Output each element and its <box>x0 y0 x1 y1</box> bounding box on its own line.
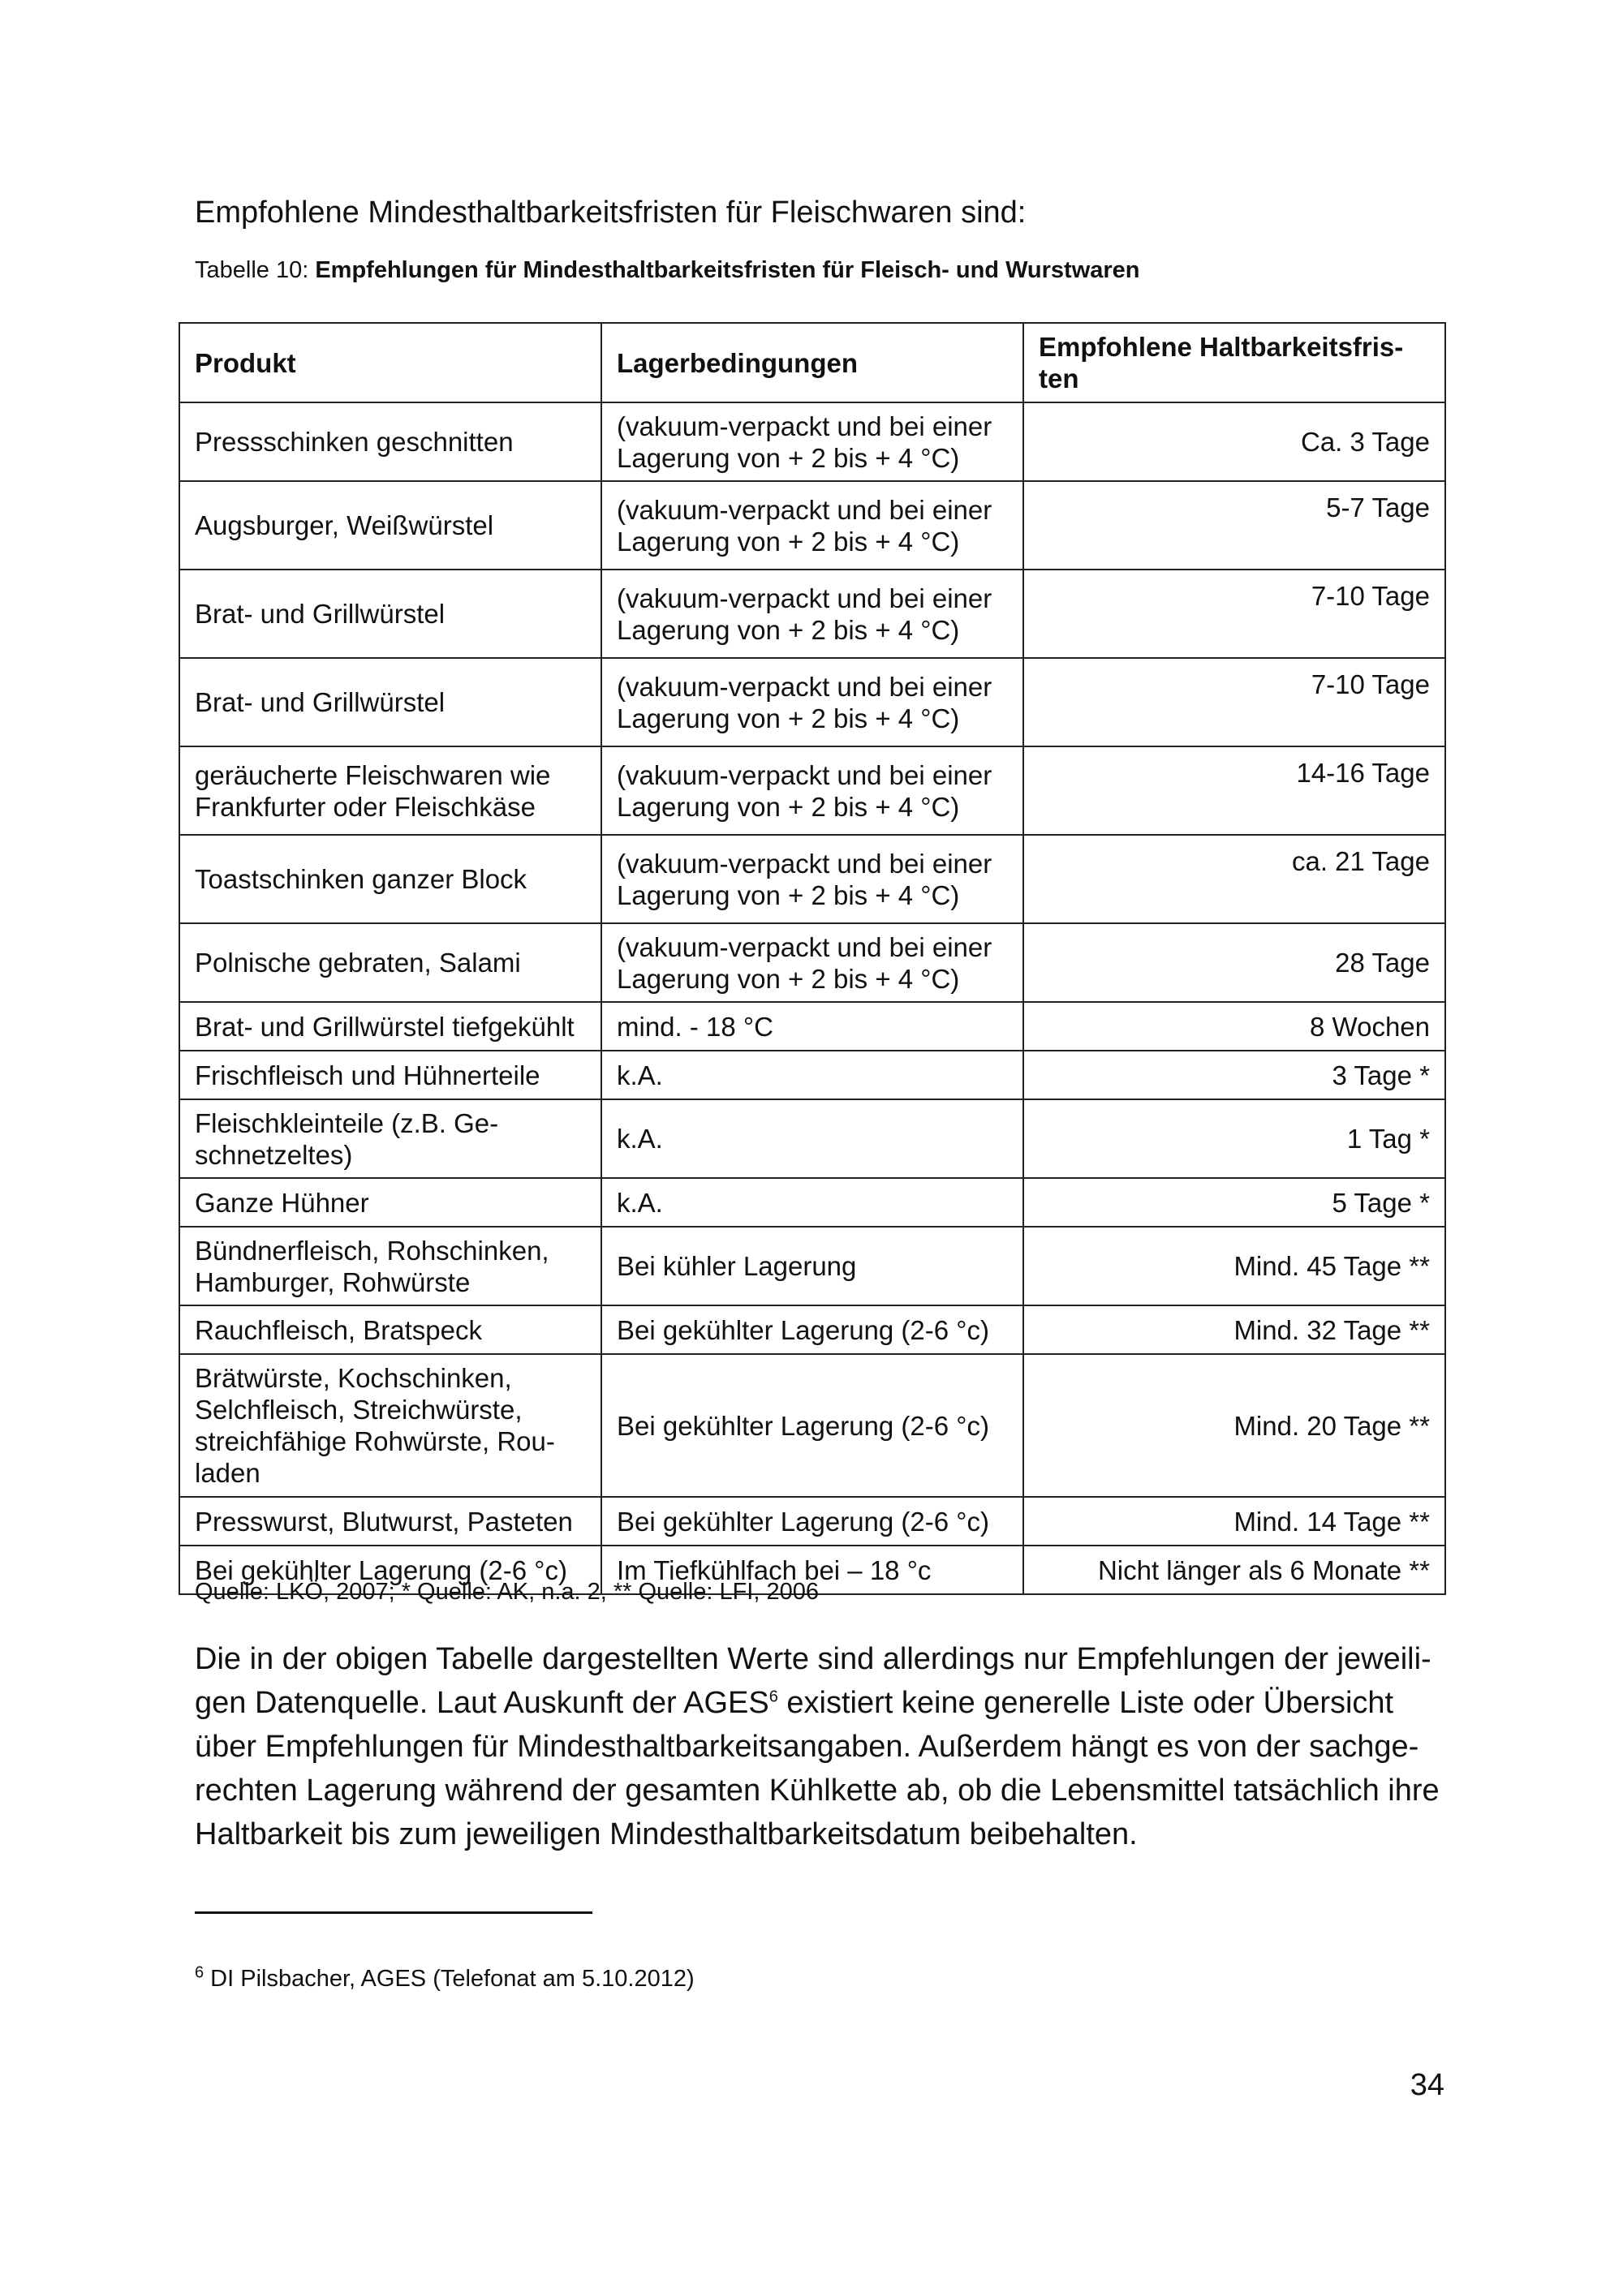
cell-shelf-life: ca. 21 Tage <box>1023 835 1445 923</box>
cell-product: Pressschinken geschnitten <box>179 402 601 481</box>
header-storage: Lagerbedingungen <box>601 323 1023 402</box>
cell-shelf-life: Mind. 45 Tage ** <box>1023 1227 1445 1305</box>
cell-storage: k.A. <box>601 1099 1023 1178</box>
cell-storage: Bei gekühlter Lagerung (2-6 °c) <box>601 1305 1023 1354</box>
cell-storage: Bei kühler Lagerung <box>601 1227 1023 1305</box>
cell-product: Rauchfleisch, Bratspeck <box>179 1305 601 1354</box>
cell-shelf-life: 7-10 Tage <box>1023 570 1445 658</box>
table-row <box>179 570 1445 658</box>
table-row <box>179 1051 1445 1099</box>
cell-product: Frischfleisch und Hühnerteile <box>179 1051 601 1099</box>
cell-product: Augsburger, Weißwürstel <box>179 481 601 570</box>
table-header-row <box>179 323 1445 402</box>
cell-shelf-life: 5-7 Tage <box>1023 481 1445 570</box>
paragraph-part-1: Die in der obigen Tabelle dargestellten Werte sind allerdings nur Empfehlungen der jeweili-gen Datenquelle. Laut Auskunft der AGES <box>195 1642 1431 1720</box>
cell-storage: k.A. <box>601 1178 1023 1227</box>
cell-product: Brätwürste, Kochschinken, Selchfleisch, Streichwürste, streichfähige Rohwürste, Rou-laden <box>179 1354 601 1497</box>
cell-shelf-life: 7-10 Tage <box>1023 658 1445 746</box>
caption-prefix: Tabelle 10: <box>195 257 316 283</box>
cell-product: geräucherte Fleischwaren wie Frankfurter oder Fleischkäse <box>179 746 601 835</box>
footnote-reference[interactable]: 6 <box>768 1688 778 1706</box>
cell-storage: k.A. <box>601 1051 1023 1099</box>
cell-product: Polnische gebraten, Salami <box>179 923 601 1002</box>
table-row <box>179 481 1445 570</box>
cell-shelf-life: Mind. 14 Tage ** <box>1023 1497 1445 1546</box>
cell-shelf-life: 28 Tage <box>1023 923 1445 1002</box>
cell-product: Brat- und Grillwürstel <box>179 570 601 658</box>
cell-storage: (vakuum-verpackt und bei einer Lagerung von + 2 bis + 4 °C) <box>601 923 1023 1002</box>
cell-shelf-life: Mind. 32 Tage ** <box>1023 1305 1445 1354</box>
table-row <box>179 1227 1445 1305</box>
table-row <box>179 746 1445 835</box>
cell-storage: (vakuum-verpackt und bei einer Lagerung von + 2 bis + 4 °C) <box>601 570 1023 658</box>
page-number: 34 <box>1410 2068 1444 2102</box>
cell-shelf-life: Mind. 20 Tage ** <box>1023 1354 1445 1497</box>
cell-storage: Bei gekühlter Lagerung (2-6 °c) <box>601 1354 1023 1497</box>
cell-storage: (vakuum-verpackt und bei einer Lagerung von + 2 bis + 4 °C) <box>601 746 1023 835</box>
table-row <box>179 1099 1445 1178</box>
cell-product: Fleischkleinteile (z.B. Ge-schnetzeltes) <box>179 1099 601 1178</box>
cell-product: Toastschinken ganzer Block <box>179 835 601 923</box>
cell-shelf-life: 3 Tage * <box>1023 1051 1445 1099</box>
cell-shelf-life: Ca. 3 Tage <box>1023 402 1445 481</box>
table-row <box>179 835 1445 923</box>
caption-title: Empfehlungen für Mindesthaltbarkeitsfristen für Fleisch- und Wurstwaren <box>315 257 1140 283</box>
cell-product: Brat- und Grillwürstel tiefgekühlt <box>179 1002 601 1051</box>
cell-product: Bündnerfleisch, Rohschinken, Hamburger, Rohwürste <box>179 1227 601 1305</box>
body-paragraph <box>195 1637 1444 1856</box>
footnote <box>195 1963 1461 1995</box>
cell-storage: (vakuum-verpackt und bei einer Lagerung von + 2 bis + 4 °C) <box>601 481 1023 570</box>
table-row <box>179 1002 1445 1051</box>
cell-storage: (vakuum-verpackt und bei einer Lagerung von + 2 bis + 4 °C) <box>601 402 1023 481</box>
footnote-text: DI Pilsbacher, AGES (Telefonat am 5.10.2012) <box>204 1966 695 1992</box>
cell-shelf-life: 14-16 Tage <box>1023 746 1445 835</box>
table-caption <box>195 254 1461 286</box>
cell-product: Bei gekühlter Lagerung (2-6 °c) <box>179 1546 601 1594</box>
cell-product: Brat- und Grillwürstel <box>179 658 601 746</box>
table-row <box>179 658 1445 746</box>
cell-storage: mind. - 18 °C <box>601 1002 1023 1051</box>
header-product: Produkt <box>179 323 601 402</box>
cell-product: Presswurst, Blutwurst, Pasteten <box>179 1497 601 1546</box>
cell-shelf-life: Nicht länger als 6 Monate ** <box>1023 1546 1445 1594</box>
table-row <box>179 1497 1445 1546</box>
table-source: Quelle: LKÖ, 2007; * Quelle: AK, n.a. 2, ** Quelle: LFI, 2006 <box>195 1579 819 1605</box>
cell-shelf-life: 5 Tage * <box>1023 1178 1445 1227</box>
cell-product: Ganze Hühner <box>179 1178 601 1227</box>
table-row <box>179 1305 1445 1354</box>
footnote-separator <box>195 1911 592 1914</box>
cell-storage: Im Tiefkühlfach bei – 18 °c <box>601 1546 1023 1594</box>
paragraph-part-2: existiert keine generelle Liste oder Übersicht über Empfehlungen für Mindesthaltbarkeitsangaben. Außerdem hängt es von der sachge-rechten Lagerung während der gesamten Kühlkette ab, ob die Lebensmittel tatsächlich ihre Haltbarkeit bis zum jeweiligen Mindesthaltbarkeitsdatum beibehalten. <box>195 1686 1440 1851</box>
shelf-life-table <box>179 322 1446 1595</box>
cell-shelf-life: 1 Tag * <box>1023 1099 1445 1178</box>
cell-storage: (vakuum-verpackt und bei einer Lagerung von + 2 bis + 4 °C) <box>601 658 1023 746</box>
table-row <box>179 1354 1445 1497</box>
header-shelf-life: Empfohlene Haltbarkeitsfris-ten <box>1023 323 1445 402</box>
cell-shelf-life: 8 Wochen <box>1023 1002 1445 1051</box>
intro-text: Empfohlene Mindesthaltbarkeitsfristen für Fleischwaren sind: <box>195 196 1027 230</box>
table-row <box>179 402 1445 481</box>
cell-storage: Bei gekühlter Lagerung (2-6 °c) <box>601 1497 1023 1546</box>
table-row <box>179 923 1445 1002</box>
cell-storage: (vakuum-verpackt und bei einer Lagerung von + 2 bis + 4 °C) <box>601 835 1023 923</box>
table-row <box>179 1178 1445 1227</box>
footnote-number: 6 <box>195 1963 204 1982</box>
